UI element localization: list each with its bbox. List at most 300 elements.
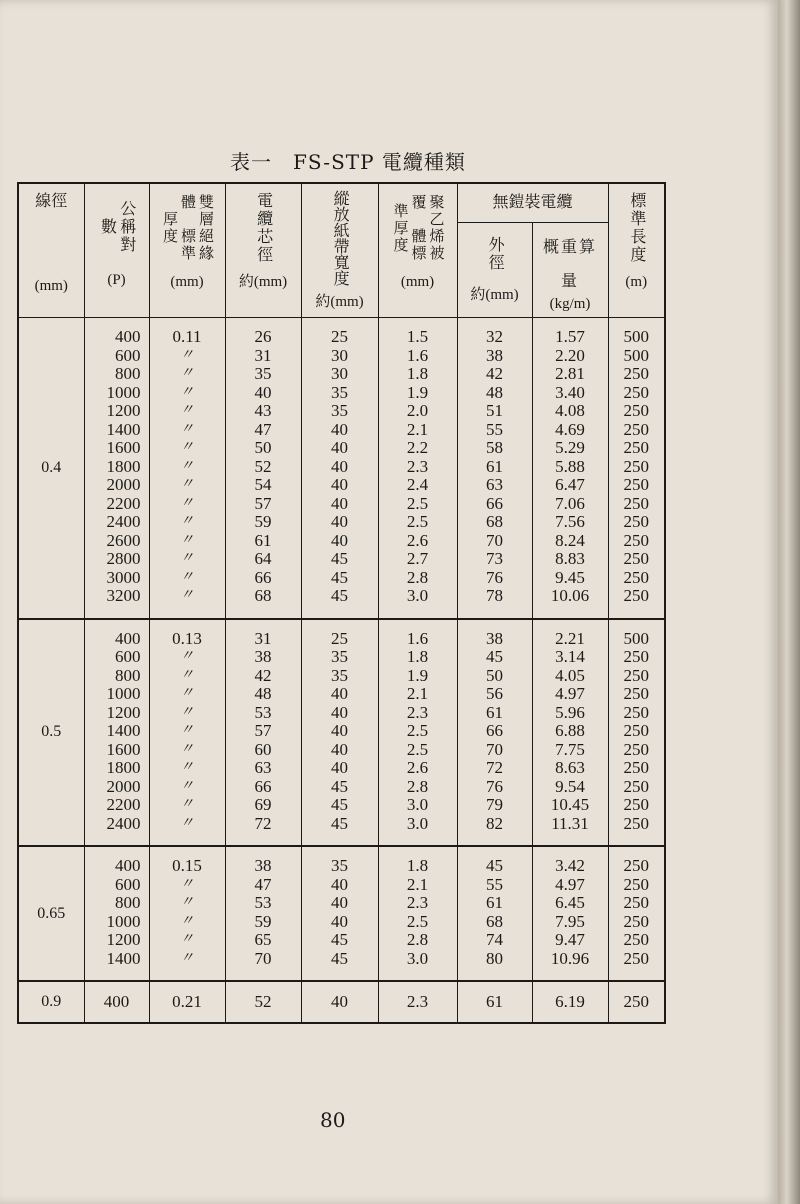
cell-tape: 45 — [331, 586, 348, 605]
cell-core: 69 — [254, 795, 272, 814]
cell-insulation: 〃 — [180, 366, 194, 381]
cell-outer: 32 — [486, 327, 503, 346]
cell-weight: 9.54 — [555, 776, 585, 796]
cell-tape: 45 — [331, 776, 348, 796]
cell-core: 47 — [254, 419, 272, 439]
column-length — [608, 619, 665, 847]
cell-pairs: 1200 — [106, 930, 141, 949]
cell-tape: 40 — [331, 530, 348, 550]
column-pe — [378, 846, 457, 981]
cell-insulation: 〃 — [180, 778, 194, 794]
cell-outer: 61 — [457, 981, 532, 1023]
cell-pairs: 2600 — [106, 530, 141, 550]
cell-insulation: 〃 — [180, 403, 194, 418]
header-pairs: 公稱對數 (P) — [84, 183, 149, 318]
cell-insulation: 〃 — [180, 932, 194, 947]
cell-core: 31 — [254, 628, 272, 648]
cell-pe: 2.1 — [406, 419, 429, 439]
cell-insulation: 〃 — [180, 797, 194, 812]
cell-length: 250 — [623, 795, 650, 814]
cell-outer: 38 — [486, 345, 503, 365]
header-insulation: 雙層絕緣體 標準厚度 (mm) — [149, 183, 225, 318]
cell-weight: 5.96 — [555, 702, 585, 722]
cell-weight: 4.08 — [555, 401, 585, 420]
cell-core: 57 — [254, 721, 272, 740]
cell-length: 250 — [623, 456, 650, 476]
cell-weight: 1.57 — [555, 327, 585, 346]
cell-outer: 38 — [486, 628, 503, 648]
cell-core: 61 — [254, 530, 272, 550]
cell-weight: 3.14 — [555, 647, 585, 666]
cell-weight: 10.96 — [550, 948, 590, 968]
cell-pairs: 3000 — [106, 567, 141, 587]
cell-insulation: 〃 — [180, 495, 194, 511]
cell-tape: 40 — [301, 981, 378, 1023]
cell-length: 250 — [623, 475, 650, 494]
cell-tape: 30 — [331, 364, 348, 383]
cell-length: 250 — [623, 364, 650, 383]
cell-tape: 45 — [331, 813, 348, 833]
cell-pe: 2.5 — [406, 493, 429, 513]
cell-pe: 2.8 — [406, 567, 429, 587]
cell-pairs: 2400 — [106, 813, 141, 833]
cell-insulation: 〃 — [180, 440, 194, 455]
cell-tape: 45 — [331, 795, 348, 814]
cell-weight: 9.45 — [555, 567, 585, 587]
cell-pe: 2.6 — [406, 530, 429, 550]
cell-core: 26 — [254, 327, 272, 346]
cell-core: 40 — [254, 382, 272, 402]
column-length — [608, 318, 665, 619]
cell-pairs: 400 — [115, 856, 141, 875]
header-unarmored: 無鎧裝電纜 — [457, 183, 608, 223]
cell-outer: 56 — [486, 684, 503, 703]
cell-outer: 45 — [486, 856, 503, 875]
cell-insulation: 〃 — [180, 950, 194, 966]
group-0.65 — [18, 846, 665, 981]
cell-weight: 6.88 — [555, 721, 585, 740]
cell-length: 250 — [623, 739, 650, 759]
cell-pe: 2.5 — [406, 739, 429, 759]
cell-tape: 40 — [331, 512, 348, 531]
cell-outer: 58 — [486, 438, 503, 457]
cell-weight: 8.63 — [555, 758, 585, 777]
cell-tape: 40 — [331, 475, 348, 494]
header-outer: 外徑 約(mm) — [457, 223, 532, 318]
cell-core: 65 — [254, 930, 272, 949]
cell-length: 250 — [623, 512, 650, 531]
cell-core: 43 — [254, 401, 272, 420]
cell-core: 66 — [254, 567, 272, 587]
cell-pe: 1.5 — [406, 327, 429, 346]
cell-pairs: 2200 — [106, 493, 141, 513]
cell-tape: 40 — [331, 721, 348, 740]
cell-pe: 2.3 — [406, 456, 429, 476]
cell-tape: 40 — [331, 456, 348, 476]
cell-outer: 76 — [486, 567, 503, 587]
cell-tape: 40 — [331, 739, 348, 759]
header-pe: 聚乙烯被覆 體標準厚度 (mm) — [378, 183, 457, 318]
cell-insulation: 〃 — [180, 384, 194, 400]
cell-length: 250 — [623, 401, 650, 420]
cell-core: 52 — [254, 456, 272, 476]
cell-core: 52 — [225, 981, 301, 1023]
cell-pairs: 800 — [115, 893, 141, 912]
cell-outer: 61 — [486, 893, 503, 912]
cell-length: 250 — [623, 567, 650, 587]
cell-pairs: 1000 — [106, 911, 141, 931]
column-length — [608, 846, 665, 981]
cell-pairs: 400 — [115, 628, 141, 648]
cell-tape: 25 — [331, 327, 348, 346]
cell-tape: 40 — [331, 419, 348, 439]
cell-length: 250 — [623, 721, 650, 740]
cell-pe: 1.8 — [406, 647, 429, 666]
cell-core: 53 — [254, 702, 272, 722]
cell-insulation: 〃 — [180, 876, 194, 892]
cell-pairs: 1000 — [106, 382, 141, 402]
cell-pe: 1.9 — [406, 665, 429, 685]
cell-diameter: 0.5 — [18, 619, 84, 847]
cell-outer: 78 — [486, 586, 503, 605]
cell-core: 53 — [254, 893, 272, 912]
page-number: 80 — [320, 1108, 346, 1132]
cell-tape: 40 — [331, 702, 348, 722]
cell-length: 250 — [623, 382, 650, 402]
cell-outer: 76 — [486, 776, 503, 796]
cell-weight: 4.97 — [555, 874, 585, 894]
cell-pairs: 1800 — [106, 758, 141, 777]
cell-pe: 2.3 — [406, 893, 429, 912]
cell-outer: 45 — [486, 647, 503, 666]
cell-pe: 2.0 — [406, 401, 429, 420]
cell-insulation: 〃 — [180, 649, 194, 664]
cell-tape: 40 — [331, 438, 348, 457]
cell-core: 59 — [254, 911, 272, 931]
cell-insulation: 〃 — [180, 347, 194, 363]
cell-outer: 66 — [486, 721, 503, 740]
cell-outer: 48 — [486, 382, 503, 402]
cell-pairs: 1800 — [106, 456, 141, 476]
cell-weight: 7.75 — [555, 739, 585, 759]
cell-core: 48 — [254, 684, 272, 703]
cell-core: 35 — [254, 364, 272, 383]
header-core: 電纜芯徑 約(mm) — [225, 183, 301, 318]
cell-weight: 3.40 — [555, 382, 585, 402]
cell-weight: 6.19 — [532, 981, 608, 1023]
cell-length: 250 — [623, 586, 650, 605]
cell-outer: 70 — [486, 739, 503, 759]
cell-outer: 70 — [486, 530, 503, 550]
column-weight — [532, 318, 608, 619]
cell-tape: 45 — [331, 567, 348, 587]
cell-insulation: 〃 — [180, 667, 194, 683]
cell-length: 250 — [623, 530, 650, 550]
cell-pairs: 1000 — [106, 684, 141, 703]
cell-insulation: 〃 — [180, 421, 194, 437]
column-tape — [301, 846, 378, 981]
cell-insulation: 〃 — [180, 551, 194, 566]
cell-weight: 2.20 — [555, 345, 585, 365]
cell-pairs: 3200 — [106, 586, 141, 605]
cell-outer: 74 — [486, 930, 503, 949]
cell-core: 50 — [254, 438, 272, 457]
cell-pairs: 1600 — [106, 739, 141, 759]
column-pe — [378, 619, 457, 847]
cell-insulation: 0.13 — [172, 628, 202, 648]
cell-tape: 35 — [331, 382, 348, 402]
cell-length: 500 — [623, 345, 650, 365]
column-pe — [378, 318, 457, 619]
cell-length: 250 — [623, 776, 650, 796]
cell-core: 38 — [254, 856, 272, 875]
cell-tape: 35 — [331, 647, 348, 666]
column-tape — [301, 318, 378, 619]
cell-pe: 2.4 — [406, 475, 429, 494]
cell-pe: 1.9 — [406, 382, 429, 402]
header-tape: 縱放紙帶寬度 約(mm) — [301, 183, 378, 318]
cell-length: 250 — [623, 438, 650, 457]
cell-pe: 2.1 — [406, 874, 429, 894]
column-outer — [457, 619, 532, 847]
cell-core: 68 — [254, 586, 272, 605]
cell-pe: 2.5 — [406, 721, 429, 740]
cell-tape: 45 — [331, 948, 348, 968]
cell-pairs: 1400 — [106, 948, 141, 968]
cell-length: 250 — [623, 647, 650, 666]
book-edge — [778, 0, 800, 1204]
cell-tape: 25 — [331, 628, 348, 648]
cell-pairs: 2200 — [106, 795, 141, 814]
cell-core: 42 — [254, 665, 272, 685]
cell-outer: 68 — [486, 512, 503, 531]
cable-spec-table — [17, 182, 666, 1024]
cell-pe: 1.6 — [406, 345, 429, 365]
cell-insulation: 〃 — [180, 532, 194, 548]
cell-weight: 4.97 — [555, 684, 585, 703]
cell-outer: 72 — [486, 758, 503, 777]
cell-core: 60 — [254, 739, 272, 759]
cell-weight: 10.45 — [550, 795, 590, 814]
column-outer — [457, 846, 532, 981]
cell-core: 72 — [254, 813, 272, 833]
header-length: 標準長度 (m) — [608, 183, 665, 318]
cell-tape: 40 — [331, 874, 348, 894]
cell-outer: 73 — [486, 549, 503, 568]
cell-pe: 3.0 — [406, 586, 429, 605]
cell-tape: 40 — [331, 893, 348, 912]
cell-weight: 7.06 — [555, 493, 585, 513]
cell-length: 250 — [623, 911, 650, 931]
cell-tape: 40 — [331, 758, 348, 777]
cell-outer: 79 — [486, 795, 503, 814]
cell-insulation: 〃 — [180, 458, 194, 474]
cell-pairs: 600 — [115, 874, 141, 894]
column-insulation — [149, 318, 225, 619]
cell-pe: 2.3 — [406, 702, 429, 722]
header-weight: 概重算量 (kg/m) — [532, 223, 608, 318]
cell-length: 250 — [623, 665, 650, 685]
cell-core: 59 — [254, 512, 272, 531]
cell-core: 70 — [254, 948, 272, 968]
column-tape — [301, 619, 378, 847]
cell-outer: 68 — [486, 911, 503, 931]
cell-length: 250 — [623, 702, 650, 722]
cell-insulation: 0.11 — [172, 327, 202, 346]
cell-weight: 7.56 — [555, 512, 585, 531]
cell-length: 250 — [623, 930, 650, 949]
cell-pairs: 1600 — [106, 438, 141, 457]
cell-weight: 7.95 — [555, 911, 585, 931]
cell-outer: 80 — [486, 948, 503, 968]
column-pairs — [84, 619, 149, 847]
cell-length: 250 — [623, 419, 650, 439]
column-core — [225, 318, 301, 619]
cell-core: 57 — [254, 493, 272, 513]
cell-tape: 45 — [331, 930, 348, 949]
column-insulation — [149, 846, 225, 981]
cell-length: 250 — [623, 549, 650, 568]
cell-pairs: 1200 — [106, 401, 141, 420]
cell-outer: 55 — [486, 419, 503, 439]
table-caption: 表一 FS-STP 電纜種類 — [230, 150, 466, 174]
column-core — [225, 846, 301, 981]
column-weight — [532, 619, 608, 847]
cell-core: 38 — [254, 647, 272, 666]
table-row — [18, 619, 665, 847]
cell-outer: 51 — [486, 401, 503, 420]
cell-outer: 42 — [486, 364, 503, 383]
cell-weight: 6.45 — [555, 893, 585, 912]
cell-pe: 2.6 — [406, 758, 429, 777]
cell-insulation: 〃 — [180, 723, 194, 738]
cell-pe: 2.8 — [406, 776, 429, 796]
cell-weight: 2.21 — [555, 628, 585, 648]
cell-length: 250 — [623, 493, 650, 513]
cell-tape: 35 — [331, 856, 348, 875]
cell-pairs: 1200 — [106, 702, 141, 722]
cell-weight: 11.31 — [551, 813, 589, 833]
cell-core: 64 — [254, 549, 272, 568]
column-pairs — [84, 318, 149, 619]
cell-pe: 2.7 — [406, 549, 429, 568]
cell-length: 250 — [623, 874, 650, 894]
cell-tape: 40 — [331, 911, 348, 931]
cell-pairs: 400 — [115, 327, 141, 346]
cell-pairs: 1400 — [106, 419, 141, 439]
cell-pe: 1.6 — [406, 628, 429, 648]
cell-weight: 9.47 — [555, 930, 585, 949]
group-0.5 — [18, 619, 665, 847]
cell-pairs: 2800 — [106, 549, 141, 568]
cell-tape: 35 — [331, 401, 348, 420]
cell-core: 66 — [254, 776, 272, 796]
cell-pairs: 800 — [115, 364, 141, 383]
table-row — [18, 318, 665, 619]
cell-insulation: 〃 — [180, 686, 194, 701]
cell-outer: 63 — [486, 475, 503, 494]
cell-length: 500 — [623, 327, 650, 346]
cell-core: 54 — [254, 475, 272, 494]
cell-length: 500 — [623, 628, 650, 648]
cell-pe: 3.0 — [406, 813, 429, 833]
cell-pairs: 600 — [115, 345, 141, 365]
cell-length: 250 — [623, 893, 650, 912]
cell-weight: 6.47 — [555, 475, 585, 494]
cell-weight: 8.24 — [555, 530, 585, 550]
cell-pe: 3.0 — [406, 795, 429, 814]
column-outer — [457, 318, 532, 619]
cell-pe: 2.8 — [406, 930, 429, 949]
cell-outer: 61 — [486, 456, 503, 476]
cell-pairs: 2000 — [106, 776, 141, 796]
cell-pairs: 800 — [115, 665, 141, 685]
cell-diameter: 0.9 — [18, 981, 84, 1023]
cell-length: 250 — [623, 813, 650, 833]
cell-pe: 2.1 — [406, 684, 429, 703]
cell-length: 250 — [623, 856, 650, 875]
cell-tape: 40 — [331, 684, 348, 703]
cell-length: 250 — [623, 948, 650, 968]
cell-insulation: 〃 — [180, 569, 194, 585]
cell-pe: 2.5 — [406, 512, 429, 531]
cell-insulation: 〃 — [180, 741, 194, 757]
cell-pe: 2.3 — [378, 981, 457, 1023]
cell-pe: 2.2 — [406, 438, 429, 457]
cell-pairs: 2400 — [106, 512, 141, 531]
cell-insulation: 〃 — [180, 815, 194, 831]
cell-weight: 8.83 — [555, 549, 585, 568]
cell-weight: 5.29 — [555, 438, 585, 457]
cell-pairs: 600 — [115, 647, 141, 666]
cell-diameter: 0.4 — [18, 318, 84, 619]
cell-pe: 1.8 — [406, 364, 429, 383]
cell-outer: 50 — [486, 665, 503, 685]
cell-insulation: 0.21 — [149, 981, 225, 1023]
group-0.4 — [18, 318, 665, 619]
cell-insulation: 〃 — [180, 588, 194, 603]
cell-pairs: 400 — [84, 981, 149, 1023]
cell-pe: 2.5 — [406, 911, 429, 931]
cell-tape: 40 — [331, 493, 348, 513]
cell-tape: 45 — [331, 549, 348, 568]
cell-weight: 4.05 — [555, 665, 585, 685]
cell-outer: 82 — [486, 813, 503, 833]
cell-length: 250 — [623, 758, 650, 777]
cell-pe: 1.8 — [406, 856, 429, 875]
cell-core: 31 — [254, 345, 272, 365]
cell-pairs: 1400 — [106, 721, 141, 740]
cell-tape: 35 — [331, 665, 348, 685]
cell-insulation: 〃 — [180, 760, 194, 775]
cell-tape: 30 — [331, 345, 348, 365]
cell-weight: 4.69 — [555, 419, 585, 439]
cell-core: 63 — [254, 758, 272, 777]
cell-weight: 5.88 — [555, 456, 585, 476]
cell-outer: 55 — [486, 874, 503, 894]
cell-length: 250 — [608, 981, 665, 1023]
column-weight — [532, 846, 608, 981]
cell-insulation: 0.15 — [172, 856, 202, 875]
cell-insulation: 〃 — [180, 514, 194, 529]
cell-weight: 3.42 — [555, 856, 585, 875]
cell-pairs: 2000 — [106, 475, 141, 494]
cell-weight: 10.06 — [550, 586, 590, 605]
cell-insulation: 〃 — [180, 913, 194, 929]
cell-pe: 3.0 — [406, 948, 429, 968]
cell-insulation: 〃 — [180, 704, 194, 720]
column-core — [225, 619, 301, 847]
